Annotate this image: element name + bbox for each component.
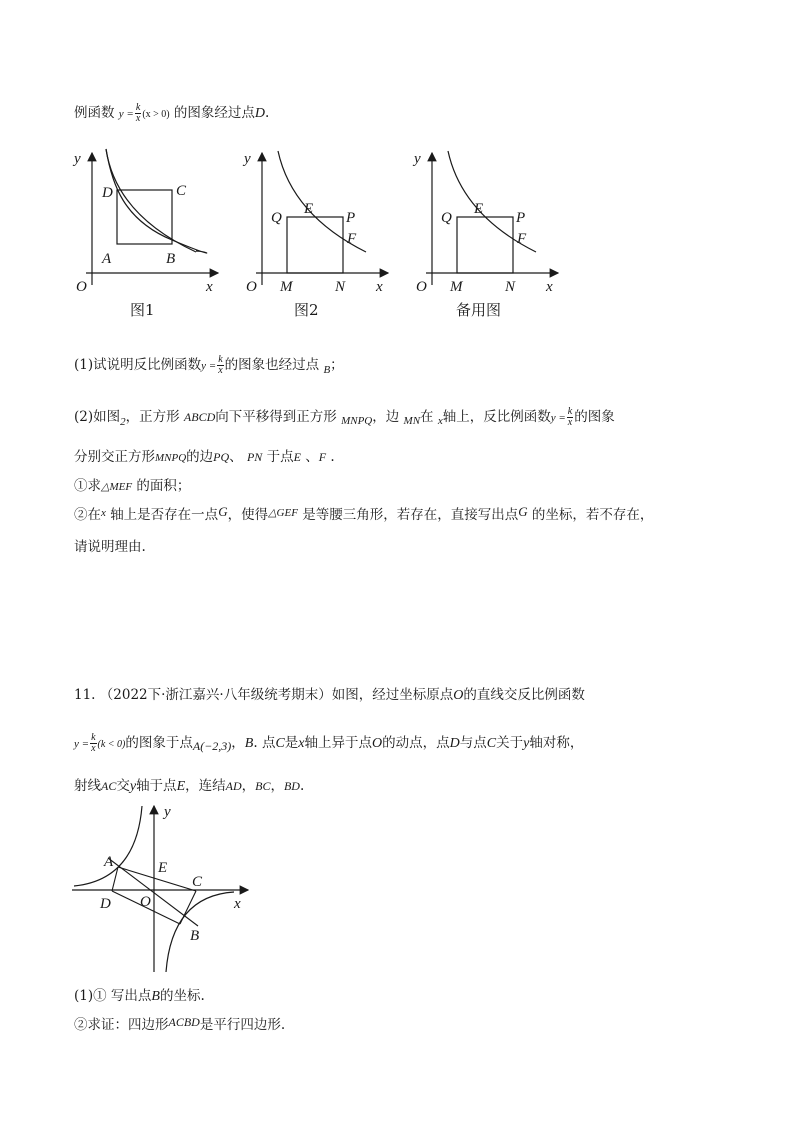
q11b-b: 是平行四边形. xyxy=(199,1017,286,1033)
p11b-pt: A(−2,3) xyxy=(192,739,232,753)
p11b-cpt: C xyxy=(275,736,285,751)
p11c-ad: AD xyxy=(225,779,242,793)
problem-11-line-2 xyxy=(74,733,583,755)
p11c-g: ， xyxy=(270,778,284,794)
q1-text-a: (1)试说明反比例函数 xyxy=(74,357,202,373)
intro-suffix: . xyxy=(265,105,270,121)
p11c-a: 射线 xyxy=(74,778,101,794)
p11b-dpt: D xyxy=(449,736,460,751)
q2-g: 的图象 xyxy=(574,409,615,425)
q11b-a: ②求证：四边形 xyxy=(74,1017,169,1033)
p11c-f: ， xyxy=(241,778,256,794)
fig1-caption: 图1 xyxy=(130,301,155,319)
fig3-f-label: F xyxy=(517,231,527,247)
p11c-b: 交 xyxy=(116,778,130,794)
fig3-q-label: Q xyxy=(441,210,452,226)
q2d-a: ②在 xyxy=(74,507,101,523)
q2-abcd: ABCD xyxy=(183,410,216,424)
fig3-o-label: O xyxy=(416,279,427,295)
fig1-b-label: B xyxy=(166,251,176,267)
fig2-q-label: Q xyxy=(271,210,282,226)
p11b-e: 轴上异于点 xyxy=(304,735,373,751)
q2b-h: . xyxy=(330,449,335,465)
q2-d: ，边 xyxy=(372,409,400,425)
intro-mid: 的图象经过点 xyxy=(173,105,255,121)
fig4-e-label: E xyxy=(158,860,168,876)
fig1-y-label: y xyxy=(74,151,81,167)
fig2-n-label: N xyxy=(335,279,346,295)
q2-eq: y = xyxy=(550,412,566,424)
q2-f: 轴上，反比例函数 xyxy=(442,409,551,425)
p11b-i: 轴对称， xyxy=(529,735,584,751)
fig3-square xyxy=(457,217,513,273)
p11c-c: 轴于点 xyxy=(136,778,177,794)
p11b-y: y xyxy=(523,736,530,751)
q2b-mnpq: MNPQ xyxy=(155,452,187,464)
q2d-e: 的坐标，若不存在， xyxy=(531,507,654,523)
intro-eq: y = xyxy=(118,108,134,120)
fig3-e-label: E xyxy=(474,201,484,217)
q2d-x: x xyxy=(101,507,106,519)
q2-fig: 2 xyxy=(120,416,126,428)
p11c-h: . xyxy=(299,778,305,794)
question-2-part-1 xyxy=(74,476,190,497)
fig1-c-label: C xyxy=(176,183,187,199)
p11b-h: 关于 xyxy=(496,735,524,751)
fig3-p-label: P xyxy=(516,210,526,226)
q2-a: (2)如图 xyxy=(74,409,121,425)
q2b-pq: PQ xyxy=(213,450,230,464)
p11b-g: 与点 xyxy=(459,735,487,751)
fig4-o-label: O xyxy=(140,894,151,910)
p11b-bpt: B xyxy=(244,736,254,751)
p11b-x: x xyxy=(298,736,305,751)
fig1-d-label: D xyxy=(102,185,113,201)
p11c-e: E xyxy=(176,779,186,794)
q2-b: ，正方形 xyxy=(125,409,180,425)
p11c-bc: BC xyxy=(255,779,271,793)
q1-eq: y = xyxy=(201,360,217,372)
q2c-a: ①求 xyxy=(74,478,101,494)
q2b-f: 、 xyxy=(305,449,319,465)
intro-point: D xyxy=(254,106,266,121)
q2c-tri: △MEF xyxy=(101,481,133,493)
p11-o: O xyxy=(453,688,464,703)
fig2-x-label: x xyxy=(376,279,383,295)
fig3-n-label: N xyxy=(505,279,516,295)
problem-11-part-2 xyxy=(74,1015,285,1035)
question-2-part-2 xyxy=(74,505,653,526)
q2b-e: E xyxy=(293,450,301,464)
figure-4 xyxy=(66,800,256,978)
q2-mn: MN xyxy=(403,415,421,427)
fig4-y-label: y xyxy=(164,804,171,820)
q2-frac: $\frac{k}{x}$ xyxy=(567,406,573,428)
problem-11-line-1 xyxy=(74,685,585,706)
intro-condition: (x > 0) xyxy=(142,109,170,120)
fig2-square xyxy=(287,217,343,273)
fig3-m-label: M xyxy=(450,279,463,295)
fig4-x-label: x xyxy=(234,896,241,912)
figure-2 xyxy=(238,145,398,325)
fig3-x-label: x xyxy=(546,279,553,295)
fig1-x-label: x xyxy=(206,279,213,295)
q2-mnpq: MNPQ xyxy=(341,415,373,427)
p11b-cpt2: C xyxy=(486,736,497,751)
q1-frac: $\frac{k}{x}$ xyxy=(218,354,223,376)
problem-11-part-1 xyxy=(74,986,205,1007)
question-2-line-2 xyxy=(74,447,335,468)
q11a-b: B xyxy=(151,989,160,1004)
p11b-frac: $\frac{k}{x}$ xyxy=(91,732,96,754)
q2b-c: 、 xyxy=(229,449,243,465)
fig4-curve-lower xyxy=(166,892,234,972)
p11-b: 的直线交反比例函数 xyxy=(463,687,585,703)
p11c-d: ，连结 xyxy=(185,778,226,794)
q2b-d: 于点 xyxy=(266,449,294,465)
p11b-o: O xyxy=(372,736,383,751)
problem-11-line-3 xyxy=(74,776,304,797)
p11b-c: . 点 xyxy=(253,735,276,751)
fig3-caption: 备用图 xyxy=(456,301,502,319)
q2d-c: ，使得 xyxy=(227,507,269,523)
fig3-y-label: y xyxy=(414,151,421,167)
q2d-g: G xyxy=(218,504,228,519)
q2-e: 在 xyxy=(420,409,434,425)
intro-frac: $\frac{k}{x}$ xyxy=(135,102,141,124)
q11a-a: (1)① 写出点 xyxy=(74,988,152,1004)
fig4-d-label: D xyxy=(100,896,111,912)
p11b-f: 的动点，点 xyxy=(382,735,450,751)
fig4-b-label: B xyxy=(190,928,200,944)
fig4-c-label: C xyxy=(192,874,203,890)
q2-c: 向下平移得到正方形 xyxy=(215,409,337,425)
question-2-part-2-cont: 请说明理由. xyxy=(74,539,146,555)
q2b-g: F xyxy=(318,450,327,464)
q1-end: ； xyxy=(330,357,344,373)
q2b-a: 分别交正方形 xyxy=(74,449,155,465)
q2b-pn: PN xyxy=(246,450,263,464)
q2d-tri: △GEF xyxy=(268,507,298,519)
q2b-b: 的边 xyxy=(186,449,214,465)
figure-3 xyxy=(408,145,568,325)
p11c-y: y xyxy=(129,779,137,794)
p11c-ac: AC xyxy=(101,779,117,793)
q2d-d: 是等腰三角形，若存在，直接写出点 xyxy=(302,507,519,523)
q11b-acbd: ACBD xyxy=(168,1015,200,1029)
intro-prefix: 例函数 xyxy=(74,105,115,121)
p11c-bd: BD xyxy=(283,779,300,793)
p11b-cond: (k < 0) xyxy=(97,739,126,750)
p11b-eq: y = xyxy=(74,738,90,750)
question-2-line-1 xyxy=(74,407,615,428)
fig2-o-label: O xyxy=(246,279,257,295)
fig2-caption: 图2 xyxy=(294,301,319,319)
fig2-p-label: P xyxy=(346,210,356,226)
p11-a: 11. （2022下·浙江嘉兴·八年级统考期末）如图，经过坐标原点 xyxy=(74,687,454,703)
fig2-y-label: y xyxy=(244,151,251,167)
q2-x: x xyxy=(437,415,443,427)
q1-point: B xyxy=(323,364,331,376)
q2c-b: 的面积； xyxy=(136,478,191,494)
p11b-b: ， xyxy=(231,735,245,751)
fig4-seg-ac xyxy=(118,867,196,891)
fig1-a-label: A xyxy=(102,251,112,267)
fig1-curve-main xyxy=(106,149,196,252)
p11b-d: 是 xyxy=(284,735,299,751)
fig1-curve xyxy=(106,149,207,253)
fig2-f-label: F xyxy=(347,231,357,247)
q11a-c: 的坐标. xyxy=(159,988,205,1004)
fig2-e-label: E xyxy=(304,201,314,217)
fig1-o-label: O xyxy=(76,279,87,295)
p11b-a: 的图象于点 xyxy=(125,735,193,751)
fig4-a-label: A xyxy=(104,854,114,870)
q2d-g2: G xyxy=(518,504,528,519)
intro-line xyxy=(74,103,269,125)
figure-1 xyxy=(68,145,228,325)
question-1 xyxy=(74,355,344,376)
q2d-b: 轴上是否存在一点 xyxy=(110,507,219,523)
fig2-m-label: M xyxy=(280,279,293,295)
q1-text-b: 的图象也经过点 xyxy=(224,357,320,373)
fig4-curve-upper xyxy=(74,806,142,886)
